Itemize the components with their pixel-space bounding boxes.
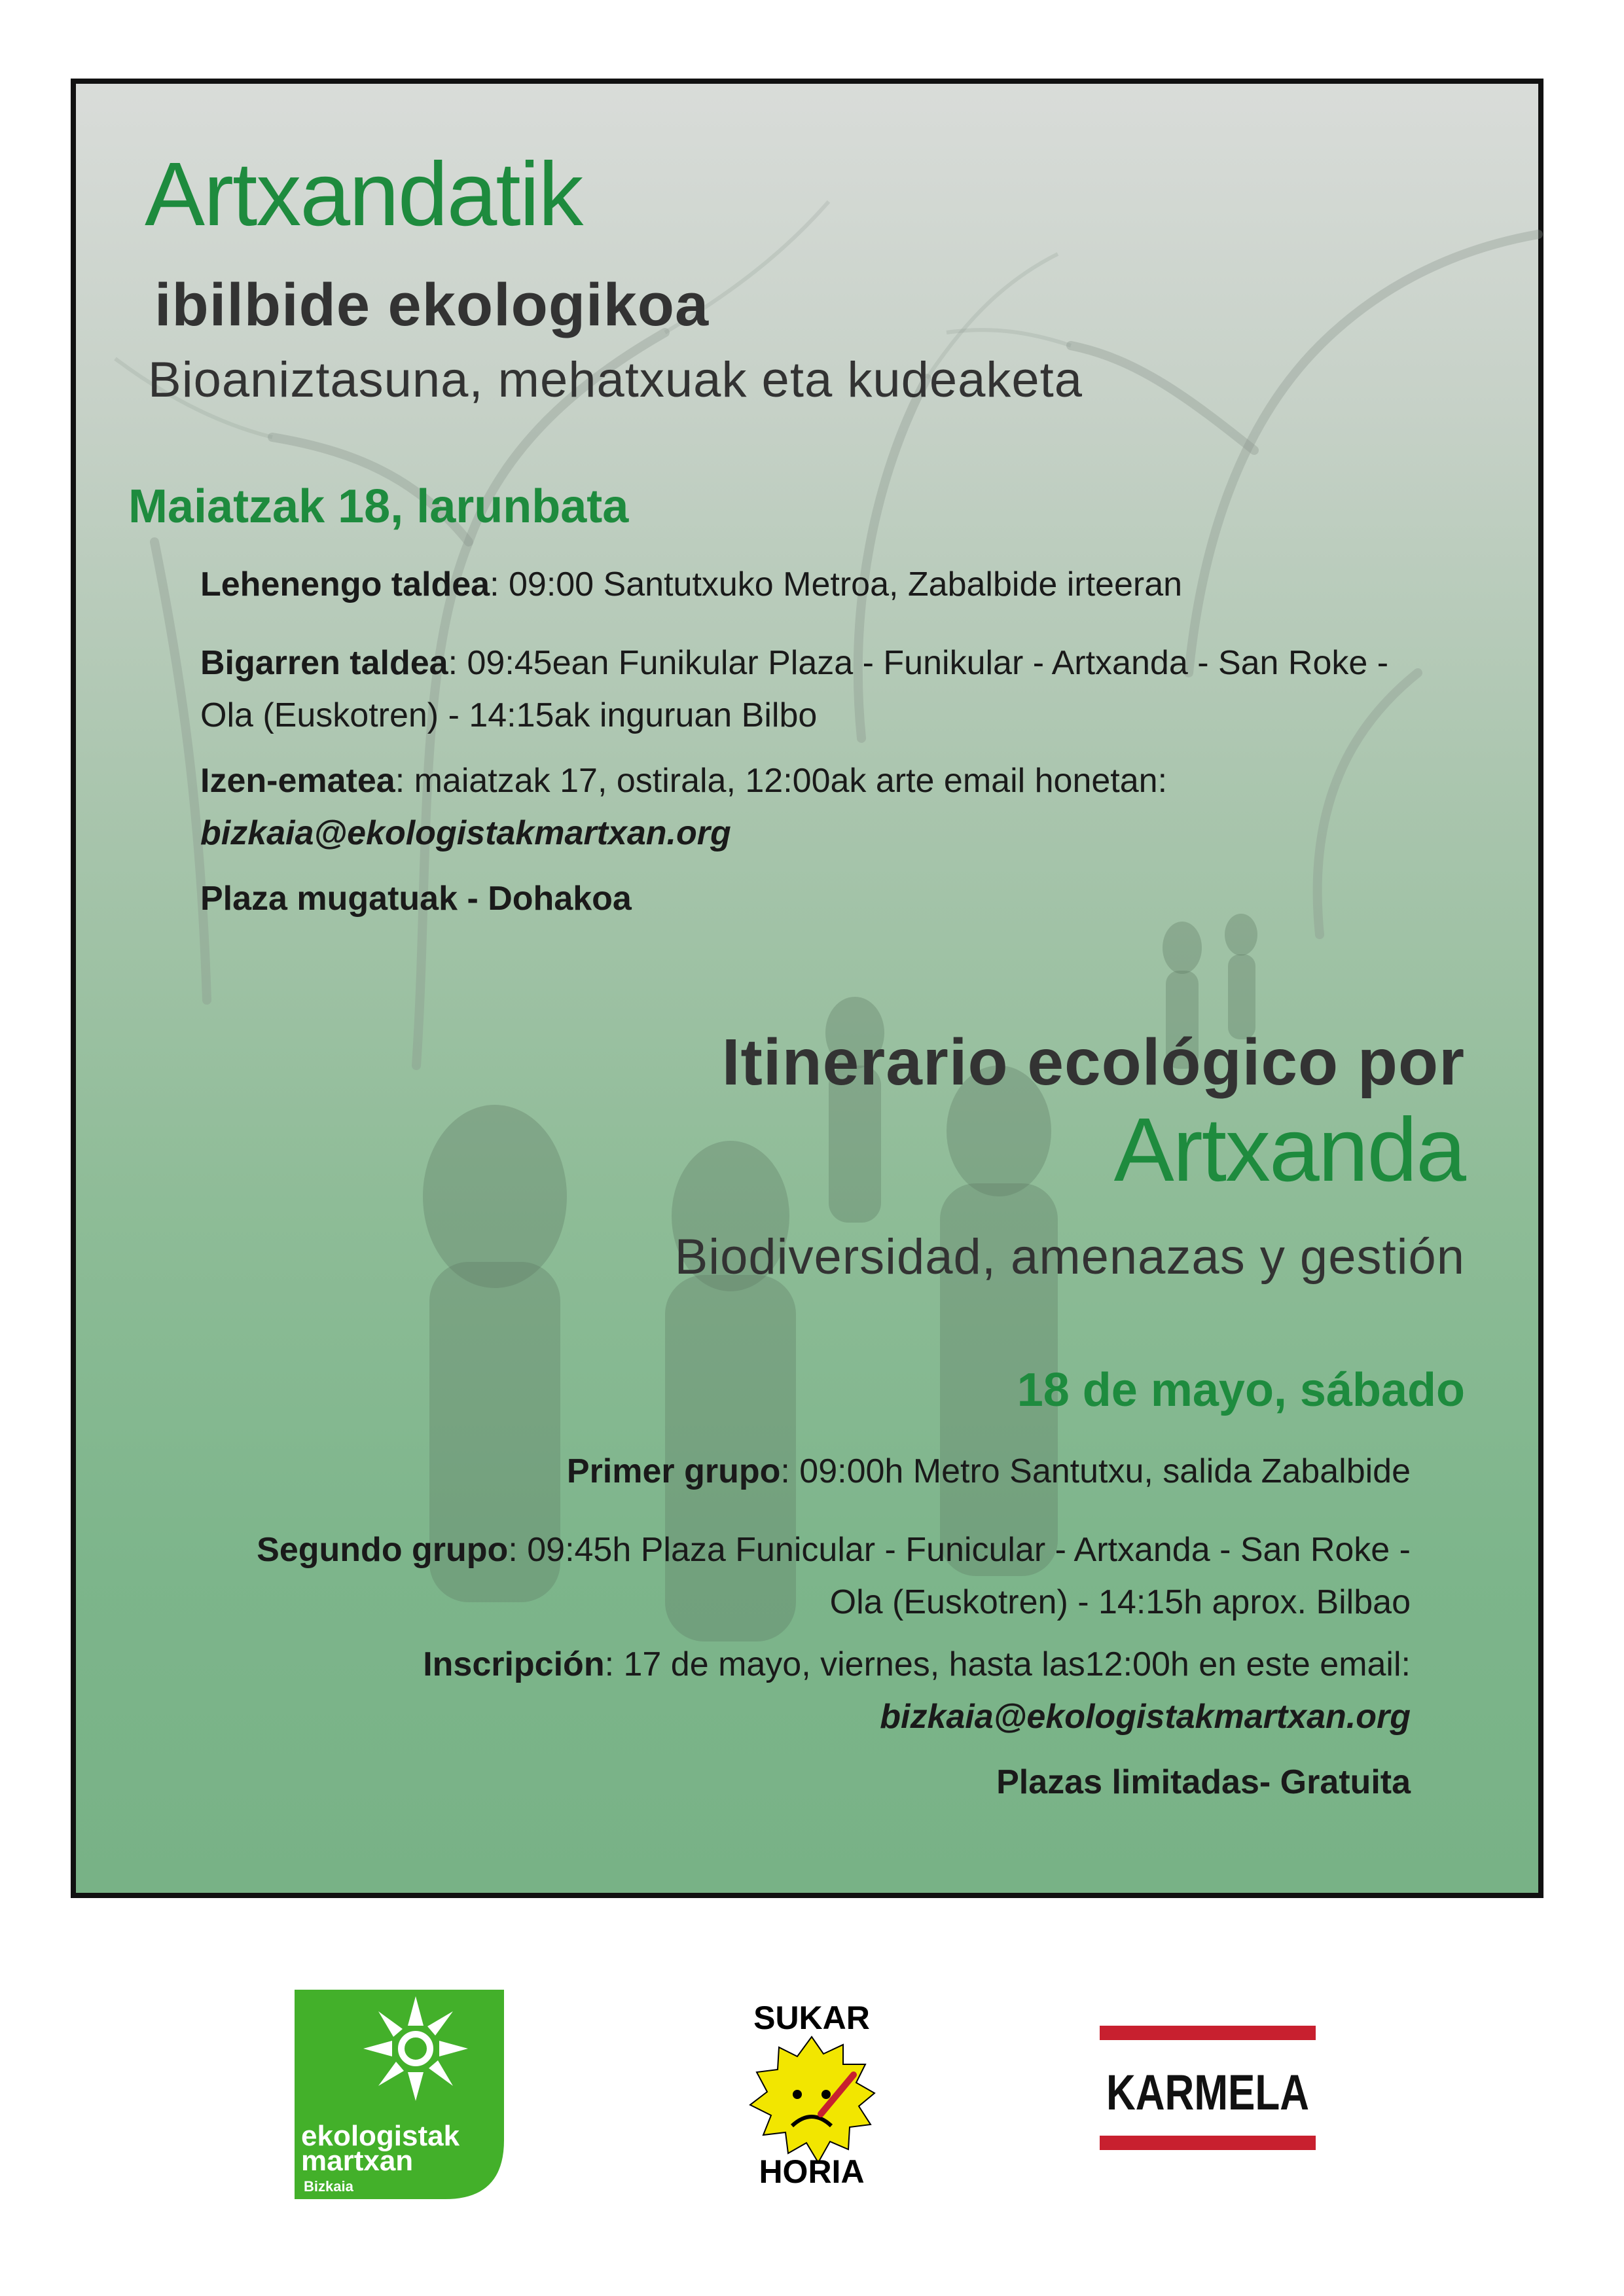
group1-castellano (567, 1445, 1411, 1498)
karmela-bottom-bar (1100, 2136, 1316, 2150)
title-castellano: Itinerario ecológico por (721, 1026, 1465, 1099)
tagline-castellano: Biodiversidad, amenazas y gestión (674, 1229, 1465, 1285)
group1-label: Primer grupo (566, 1452, 781, 1490)
group2-text-line2: Ola (Euskotren) - 14:15ak inguruan Bilbo (200, 696, 818, 734)
group2-text-line2: Ola (Euskotren) - 14:15h aprox. Bilbao (829, 1583, 1411, 1621)
date-castellano: 18 de mayo, sábado (1017, 1364, 1465, 1416)
karmela-text: KARMELA (1106, 2065, 1309, 2121)
group2-label: Bigarren taldea (200, 644, 448, 682)
horia-text: HORIA (759, 2153, 865, 2190)
group2-label: Segundo grupo (257, 1531, 509, 1569)
group2-castellano (257, 1524, 1411, 1628)
group1-text: : 09:00h Metro Santutxu, salida Zabalbide (780, 1452, 1411, 1490)
signup-label: Izen-ematea (200, 762, 395, 800)
signup-text: : maiatzak 17, ostirala, 12:00ak arte email honetan: (395, 762, 1168, 800)
group2-text: : 09:45h Plaza Funicular - Funicular - Artxanda - San Roke - (508, 1531, 1411, 1569)
logo-text-line3: Bizkaia (304, 2178, 353, 2195)
email-link-castellano[interactable]: bizkaia@ekologistakmartxan.org (880, 1698, 1411, 1736)
email-link-euskara[interactable]: bizkaia@ekologistakmartxan.org (200, 814, 731, 852)
karmela-logo (1100, 2026, 1316, 2150)
note-euskara: Plaza mugatuak - Dohakoa (200, 880, 632, 918)
poster-frame (71, 79, 1543, 1898)
group2-text: : 09:45ean Funikular Plaza - Funikular - Artxanda - San Roke - (448, 644, 1389, 682)
signup-castellano (423, 1638, 1411, 1743)
title-euskara: Artxandatik (145, 144, 583, 245)
signup-label: Inscripción (423, 1645, 605, 1683)
tagline-euskara: Bioaniztasuna, mehatxuak eta kudeaketa (148, 352, 1083, 408)
subtitle-euskara: ibilbide ekologikoa (154, 272, 710, 338)
note-castellano: Plazas limitadas- Gratuita (996, 1763, 1411, 1801)
date-euskara: Maiatzak 18, larunbata (128, 480, 629, 533)
sad-sun-icon (750, 2037, 875, 2162)
group1-text: : 09:00 Santutxuko Metroa, Zabalbide irteeran (490, 565, 1183, 603)
karmela-top-bar (1100, 2026, 1316, 2040)
logo-text-line2: martxan (301, 2145, 414, 2177)
sukar-horia-logo (727, 1993, 897, 2189)
group1-euskara (200, 558, 1182, 611)
signup-euskara (200, 755, 1167, 859)
ekologistak-martxan-logo (295, 1990, 504, 2199)
group2-euskara (200, 637, 1388, 742)
signup-text: : 17 de mayo, viernes, hasta las12:00h en este email: (604, 1645, 1411, 1683)
sukar-text: SUKAR (753, 2000, 870, 2036)
logo-text-line1: ekologistak (301, 2120, 460, 2152)
group1-label: Lehenengo taldea (200, 565, 490, 603)
title-castellano-artxanda: Artxanda (1113, 1100, 1465, 1200)
